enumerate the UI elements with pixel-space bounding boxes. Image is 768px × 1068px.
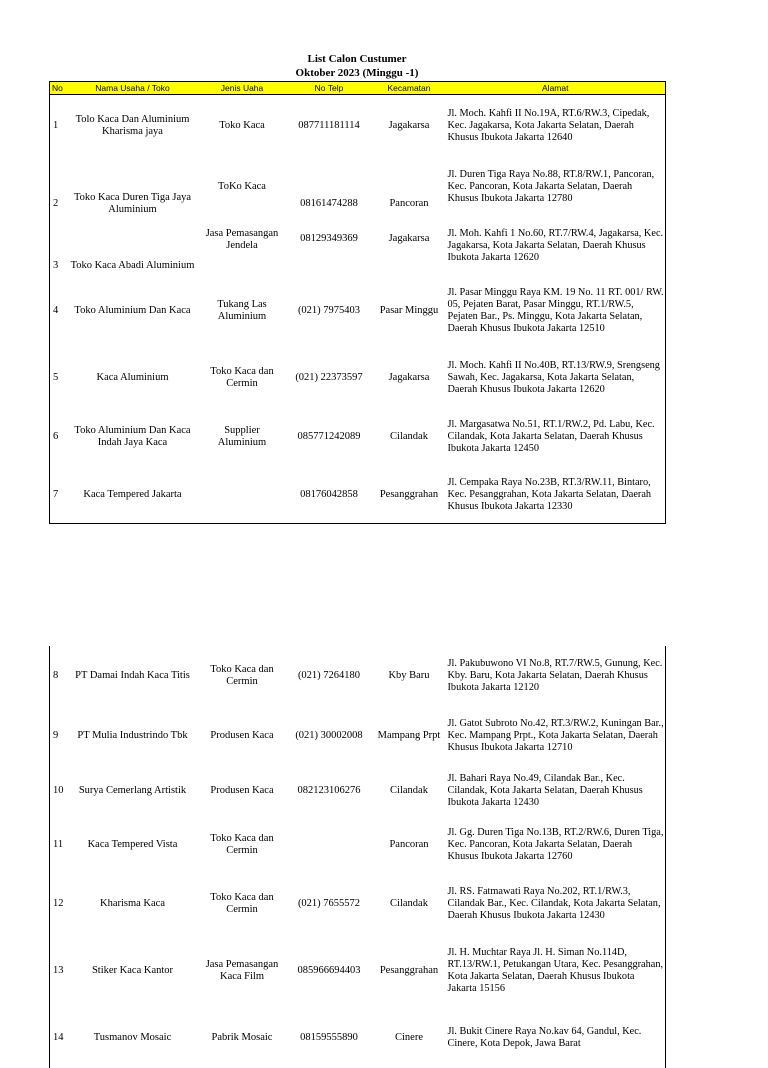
cell-no: 3 (53, 259, 59, 271)
cell-telp: 085966694403 (297, 965, 361, 976)
table-row (50, 816, 666, 874)
header-jenis-usaha: Jenis Uaha (199, 82, 286, 95)
cell-jenis: Produsen Kaca (210, 785, 274, 796)
cell-jenis: Jasa Pemasangan Jendela (205, 227, 279, 251)
cell-kecamatan: Cilandak (390, 785, 428, 796)
cell-telp: 08129349369 (300, 232, 358, 244)
cell-nama: Stiker Kaca Kantor (91, 965, 174, 976)
cell-telp: 082123106276 (297, 785, 361, 796)
cell-telp: (021) 7264180 (297, 670, 361, 681)
table-row (50, 348, 666, 408)
cell-no: 7 (53, 488, 59, 500)
cell-no: 2 (53, 197, 59, 209)
cell-kecamatan: Pasar Minggu (379, 304, 439, 316)
cell-no: 4 (53, 304, 59, 316)
cell-alamat: Jl. Cempaka Raya No.23B, RT.3/RW.11, Bintaro, Kec. Pesanggrahan, Kota Jakarta Selatan, Daerah Khusus Ibukota Jakarta 12330 (447, 476, 652, 512)
cell-nama: Kaca Tempered Jakarta (83, 488, 182, 500)
cell-jenis: Toko Kaca (219, 119, 265, 131)
cell-kecamatan: Pesanggrahan (379, 965, 439, 976)
cell-jenis: Toko Kaca dan Cermin (210, 833, 274, 856)
cell-jenis: Toko Kaca dan Cermin (210, 365, 274, 389)
cell-alamat: Jl. Pakubuwono VI No.8, RT.7/RW.5, Gunung, Kec. Kby. Baru, Kota Jakarta Selatan, Daerah Khusus Ibukota Jakarta 12120 (447, 658, 663, 693)
customer-table-page-2 (49, 646, 666, 1068)
cell-jenis: Tukang Las Aluminium (217, 298, 267, 322)
customer-table-page-1 (49, 81, 666, 524)
cell-jenis: Jasa Pemasangan Kaca Film (205, 959, 279, 982)
table-row (50, 274, 666, 348)
cell-telp: 085771242089 (297, 431, 361, 442)
table-row (50, 766, 666, 816)
cell-alamat: Jl. H. Muchtar Raya Jl. H. Siman No.114D, RT.13/RW.1, Petukangan Utara, Kec. Pesanggrahan, Kota Jakarta Selatan, Daerah Khusus Ibukota Jakarta 15156 (447, 947, 664, 994)
cell-no: 10 (53, 785, 64, 796)
cell-alamat: Jl. RS. Fatmawati Raya No.202, RT.1/RW.3, Cilandak Bar., Kec. Cilandak, Kota Jakarta Selatan, Daerah Khusus Ibukota Jakarta 12430 (447, 886, 661, 921)
cell-nama: PT Damai Indah Kaca Titis (75, 670, 190, 681)
cell-telp (286, 816, 373, 874)
cell-kecamatan: Pesanggrahan (379, 488, 439, 500)
cell-kecamatan: Cilandak (390, 431, 428, 442)
cell-nama: Toko Kaca Abadi Aluminium (70, 259, 195, 271)
cell-alamat: Jl. Duren Tiga Raya No.88, RT.8/RW.1, Pancoran, Kec. Pancoran, Kota Jakarta Selatan, Daerah Khusus Ibukota Jakarta 12780 (447, 169, 655, 204)
cell-kecamatan: Kby Baru (388, 670, 430, 681)
cell-telp: (021) 7975403 (297, 304, 361, 316)
cell-alamat: Jl. Gg. Duren Tiga No.13B, RT.2/RW.6, Duren Tiga, Kec. Pancoran, Kota Jakarta Selatan, Daerah Khusus Ibukota Jakarta 12760 (447, 827, 664, 862)
document-title: List Calon Custumer (307, 53, 407, 65)
cell-telp: 08159555890 (300, 1032, 358, 1043)
table-header-row (50, 82, 666, 95)
header-kecamatan: Kecamatan (373, 82, 446, 95)
table-row (50, 874, 666, 934)
cell-alamat: Jl. Gatot Subroto No.42, RT.3/RW.2, Kuningan Bar., Kec. Mampang Prpt., Kota Jakarta Selatan, Daerah Khusus Ibukota Jakarta 12710 (447, 718, 664, 753)
cell-alamat: Jl. Moh. Kahfi 1 No.60, RT.7/RW.4, Jagakarsa, Kec. Jagakarsa, Kota Jakarta Selatan, Daerah Khusus Ibukota Jakarta 12620 (447, 227, 664, 263)
cell-no: 11 (53, 839, 64, 850)
cell-jenis: Toko Kaca dan Cermin (210, 892, 274, 915)
cell-alamat: Jl. Bukit Cinere Raya No.kav 64, Gandul, Kec. Cinere, Kota Depok, Jawa Barat (447, 1026, 642, 1049)
cell-kecamatan: Cinere (395, 1032, 423, 1043)
cell-nama: Surya Cemerlang Artistik (78, 785, 187, 796)
cell-alamat: Jl. Pasar Minggu Raya KM. 19 No. 11 RT. 001/ RW. 05, Pejaten Barat, Pasar Minggu, RT.1/RW.5, Pejaten Bar., Ps. Minggu, Kota Jakarta Selatan, Daerah Khusus Ibukota Jakarta 12510 (447, 286, 664, 334)
cell-nama: Toko Aluminium Dan Kaca Indah Jaya Kaca (74, 425, 191, 448)
cell-jenis: Pabrik Mosaic (211, 1032, 273, 1043)
cell-telp: 08176042858 (300, 488, 358, 500)
cell-no: 14 (53, 1032, 64, 1043)
cell-nama: Toko Kaca Duren Tiga Jaya Aluminium (73, 191, 192, 215)
cell-telp: (021) 22373597 (295, 371, 363, 383)
cell-kecamatan: Jagakarsa (388, 232, 430, 244)
cell-no: 1 (53, 119, 59, 131)
cell-alamat: Jl. Moch. Kahfi II No.40B, RT.13/RW.9, Srengseng Sawah, Kec. Jagakarsa, Kota Jakarta Selatan, Daerah Khusus Ibukota Jakarta 12620 (447, 359, 660, 395)
cell-kecamatan: Pancoran (389, 197, 429, 209)
table-row (50, 157, 666, 218)
cell-nama: Kaca Aluminium (96, 371, 169, 383)
cell-no: 12 (53, 898, 64, 909)
cell-nama: Tusmanov Mosaic (93, 1032, 172, 1043)
cell-kecamatan: Pancoran (389, 839, 429, 850)
header-alamat: Alamat (446, 82, 666, 95)
cell-nama: Kharisma Kaca (99, 898, 165, 909)
table-row (50, 934, 666, 1008)
cell-no: 13 (53, 965, 64, 976)
header-no: No (50, 82, 67, 95)
table-row (50, 646, 666, 706)
cell-alamat: Jl. Margasatwa No.51, RT.1/RW.2, Pd. Labu, Kec. Cilandak, Kota Jakarta Selatan, Daerah Khusus Ibukota Jakarta 12450 (447, 419, 655, 454)
cell-jenis: Toko Kaca dan Cermin (210, 664, 274, 687)
table-row (50, 467, 666, 524)
cell-nama: Tolo Kaca Dan Aluminium Kharisma jaya (75, 113, 190, 137)
cell-nama: Toko Aluminium Dan Kaca (74, 304, 191, 316)
cell-telp: 087711181114 (298, 119, 360, 131)
cell-kecamatan: Jagakarsa (388, 371, 430, 383)
cell-no: 9 (53, 730, 59, 741)
cell-nama: PT Mulia Industrindo Tbk (77, 730, 188, 741)
cell-jenis (199, 467, 286, 524)
cell-alamat: Jl. Moch. Kahfi II No.19A, RT.6/RW.3, Cipedak, Kec. Jagakarsa, Kota Jakarta Selatan, Daerah Khusus Ibukota Jakarta 12640 (447, 107, 650, 143)
cell-kecamatan: Mampang Prpt (377, 730, 441, 741)
cell-no: 6 (53, 431, 59, 442)
header-no-telp: No Telp (286, 82, 373, 95)
cell-no: 5 (53, 371, 59, 383)
cell-kecamatan: Jagakarsa (388, 119, 430, 131)
cell-telp: (021) 7655572 (297, 898, 361, 909)
cell-telp: (021) 30002008 (295, 730, 363, 741)
cell-kecamatan: Cilandak (390, 898, 428, 909)
cell-telp: 08161474288 (300, 197, 358, 209)
cell-jenis: ToKo Kaca (218, 181, 266, 192)
header-nama-usaha: Nama Usaha / Toko (67, 82, 199, 95)
cell-no: 8 (53, 670, 59, 681)
cell-jenis: Supplier Aluminium (217, 425, 267, 448)
table-row (50, 706, 666, 766)
table-row (50, 1008, 666, 1068)
cell-nama: Kaca Tempered Vista (87, 839, 178, 850)
table-row (50, 408, 666, 467)
document-subtitle: Oktober 2023 (Minggu -1) (295, 67, 419, 79)
cell-alamat: Jl. Bahari Raya No.49, Cilandak Bar., Kec. Cilandak, Kota Jakarta Selatan, Daerah Khusus Ibukota Jakarta 12430 (447, 773, 643, 808)
table-row (50, 95, 666, 157)
cell-jenis: Produsen Kaca (210, 730, 274, 741)
table-row (50, 218, 666, 274)
